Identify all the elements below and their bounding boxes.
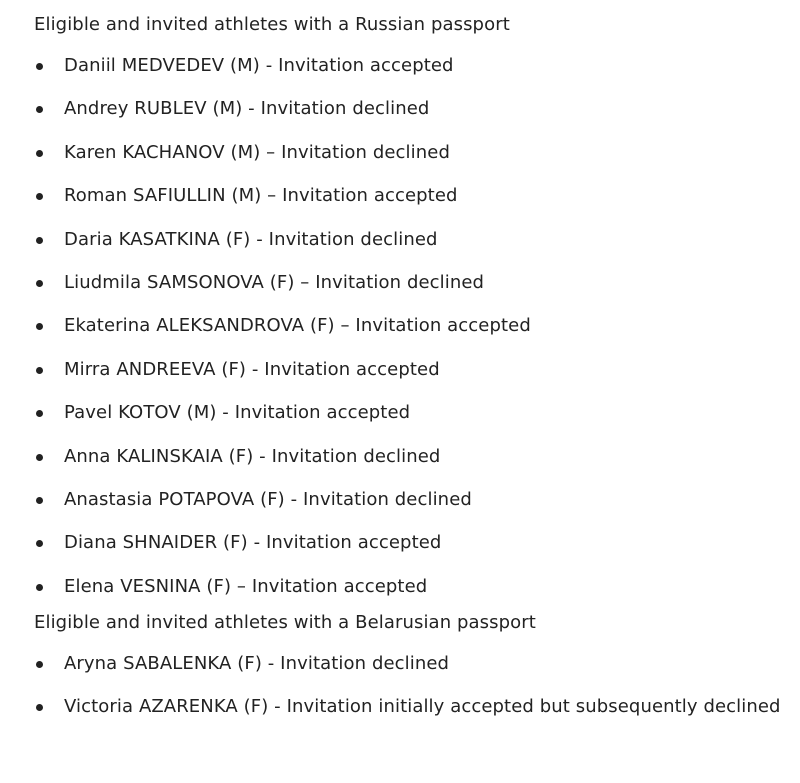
- athlete-entry: Diana SHNAIDER (F) - Invitation accepted: [64, 532, 442, 554]
- bullet-icon: [36, 150, 43, 157]
- list-item: [34, 651, 800, 694]
- athlete-entry: Daniil MEDVEDEV (M) - Invitation accepted: [64, 55, 454, 76]
- belarusian-athlete-list: [34, 651, 800, 738]
- list-item: [34, 227, 800, 270]
- bullet-icon: [36, 106, 43, 113]
- athlete-entry: Andrey RUBLEV (M) - Invitation declined: [64, 98, 430, 120]
- bullet-icon: [36, 193, 43, 200]
- athlete-entry: Liudmila SAMSONOVA (F) – Invitation declined: [64, 271, 485, 293]
- list-item: [34, 140, 800, 183]
- athlete-entry: Anna KALINSKAIA (F) - Invitation declined: [64, 445, 441, 467]
- athlete-entry: Daria KASATKINA (F) - Invitation declined: [64, 228, 438, 250]
- list-item: [34, 530, 800, 573]
- athlete-entry: Pavel KOTOV (M) - Invitation accepted: [64, 402, 411, 424]
- bullet-icon: [36, 280, 43, 287]
- section-heading-belarusian: Eligible and invited athletes with a Belarusian passport: [34, 612, 536, 634]
- list-item: [34, 444, 800, 487]
- list-item: [34, 400, 800, 443]
- list-item: [34, 53, 800, 96]
- bullet-icon: [36, 237, 43, 244]
- athlete-entry: Ekaterina ALEKSANDROVA (F) – Invitation accepted: [64, 315, 531, 337]
- list-item: [34, 96, 800, 139]
- bullet-icon: [36, 323, 43, 330]
- athlete-entry: Elena VESNINA (F) – Invitation accepted: [64, 575, 428, 597]
- belarusian-section: [34, 610, 800, 738]
- bullet-icon: [36, 367, 43, 374]
- bullet-icon: [36, 410, 43, 417]
- bullet-icon: [36, 540, 43, 547]
- athlete-entry: Mirra ANDREEVA (F) - Invitation accepted: [64, 358, 440, 380]
- list-item: [34, 183, 800, 226]
- list-item: [34, 313, 800, 356]
- section-heading-russian: Eligible and invited athletes with a Russian passport: [34, 14, 510, 35]
- athlete-entry: Anastasia POTAPOVA (F) - Invitation declined: [64, 488, 472, 510]
- bullet-icon: [36, 63, 43, 70]
- athlete-entry: Roman SAFIULLIN (M) – Invitation accepted: [64, 185, 458, 207]
- bullet-icon: [36, 661, 43, 668]
- list-item: [34, 694, 800, 737]
- list-item: [34, 270, 800, 313]
- athlete-entry: Karen KACHANOV (M) – Invitation declined: [64, 141, 450, 163]
- bullet-icon: [36, 497, 43, 504]
- list-item: [34, 574, 800, 617]
- list-item: [34, 487, 800, 530]
- russian-athlete-list: [34, 53, 800, 617]
- list-item: [34, 357, 800, 400]
- russian-section: [34, 12, 800, 617]
- athlete-entry: Victoria AZARENKA (F) - Invitation initially accepted but subsequently declined: [64, 696, 781, 718]
- bullet-icon: [36, 584, 43, 591]
- athlete-entry: Aryna SABALENKA (F) - Invitation declined: [64, 653, 450, 675]
- bullet-icon: [36, 704, 43, 711]
- bullet-icon: [36, 454, 43, 461]
